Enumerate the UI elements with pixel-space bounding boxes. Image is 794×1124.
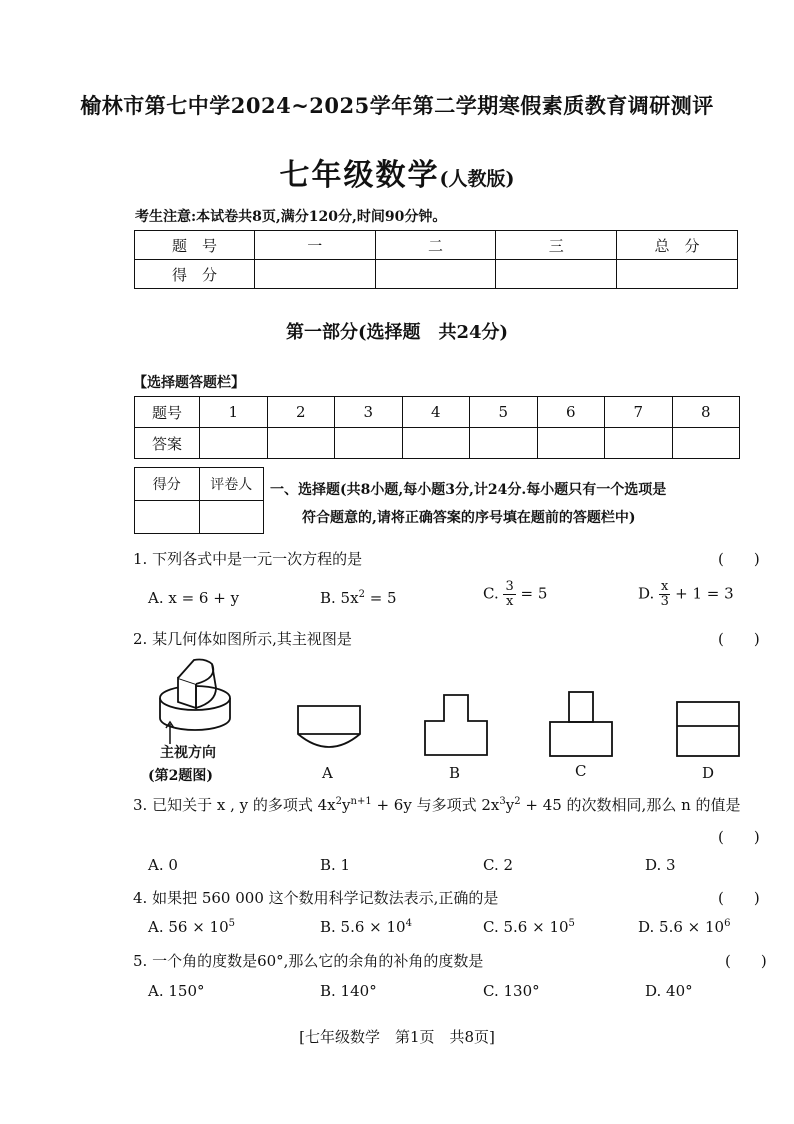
question-5-answer-paren[interactable]: ( ) [725, 952, 767, 970]
question-1-option-d [638, 580, 734, 609]
section-instructions [270, 476, 750, 532]
question-5-option-c: C. 130° [483, 982, 540, 1000]
option-text: B. 5x [320, 589, 359, 607]
answer-input-cell[interactable] [200, 428, 268, 459]
stem-text: y [342, 796, 351, 814]
answer-sheet-label: 【选择题答题栏】 [133, 375, 245, 391]
score-table-cell: 题 号 [135, 231, 255, 260]
exponent: 6 [724, 918, 731, 929]
question-1-option-a: A. x = 6 + y [148, 589, 240, 607]
part-title: 第一部分(选择题 共24分) [285, 322, 509, 343]
question-1-answer-paren[interactable]: ( ) [718, 550, 760, 568]
option-c-label: C [575, 762, 587, 780]
figure-caption: (第2题图) [148, 768, 213, 784]
question-4-option-d [638, 918, 730, 936]
score-input-cell[interactable] [496, 260, 617, 289]
question-number-cell: 6 [537, 397, 605, 428]
school-title: 榆林市第七中学2024~2025学年第二学期寒假素质教育调研测评 [80, 93, 714, 118]
answer-input-cell[interactable] [537, 428, 605, 459]
answer-input-cell[interactable] [470, 428, 538, 459]
question-number-cell: 2 [267, 397, 335, 428]
denominator: x [505, 594, 514, 609]
option-c-figure[interactable] [548, 690, 614, 758]
option-a-label: A [322, 764, 333, 782]
exponent: 5 [228, 918, 236, 929]
question-2-answer-paren[interactable]: ( ) [718, 630, 760, 648]
answer-table-answer-row [135, 428, 740, 459]
exam-title: 七年级数学 [279, 158, 440, 193]
option-d-label: D [702, 764, 715, 782]
grade-box [134, 467, 264, 534]
page-footer: [七年级数学 第1页 共8页] [299, 1028, 495, 1046]
score-input-cell[interactable] [617, 260, 738, 289]
section-title: 一、选择题(共8小题,每小题3分,计24分.每小题只有一个选项是 [270, 482, 667, 498]
exponent: 2 [514, 796, 521, 807]
grade-grader-cell[interactable] [199, 501, 264, 534]
question-1-stem: 1. 下列各式中是一元一次方程的是 [133, 550, 363, 568]
exam-edition: (人教版) [439, 168, 515, 190]
score-table-cell: 总 分 [617, 231, 738, 260]
question-5-option-b: B. 140° [320, 982, 377, 1000]
answer-table [134, 396, 740, 459]
question-number-cell: 5 [470, 397, 538, 428]
score-table-cell: 得 分 [135, 260, 255, 289]
question-3-stem [133, 794, 741, 815]
option-d-figure[interactable] [675, 700, 741, 758]
grade-box-score-label: 得分 [135, 468, 200, 501]
question-4-stem: 4. 如果把 560 000 这个数用科学记数法表示,正确的是 [133, 889, 499, 907]
view-direction-label: 主视方向 [160, 745, 216, 761]
option-text: B. 5.6 × 10 [320, 918, 406, 936]
candidate-notice: 考生注意:本试卷共8页,满分120分,时间90分钟。 [135, 209, 447, 225]
score-table-cell: 二 [375, 231, 496, 260]
answer-input-cell[interactable] [402, 428, 470, 459]
exponent: 5 [568, 918, 575, 929]
stem-text: + 6y 与多项式 2x [371, 796, 500, 814]
question-number-cell: 7 [605, 397, 673, 428]
answer-table-header: 题号 [135, 397, 200, 428]
grade-box-header-row [135, 468, 264, 501]
exponent: 2 [335, 796, 343, 807]
option-text: C. [483, 584, 504, 603]
score-table-cell: 一 [254, 231, 375, 260]
exponent: 3 [499, 796, 506, 807]
option-b-label: B [449, 764, 461, 782]
question-4-option-a [148, 918, 235, 936]
score-table-header-row [135, 231, 738, 260]
option-a-figure[interactable] [296, 704, 362, 756]
question-3-option-d: D. 3 [645, 856, 676, 874]
numerator: x [661, 579, 669, 594]
question-1-option-c [483, 580, 547, 609]
option-text: D. [638, 584, 660, 603]
stem-text: 3. 已知关于 x , y 的多项式 4x [133, 796, 336, 814]
score-input-cell[interactable] [254, 260, 375, 289]
question-1-option-b [320, 589, 397, 607]
exam-title-block [0, 150, 794, 194]
option-text: A. 56 × 10 [148, 918, 229, 936]
option-text: C. 5.6 × 10 [483, 918, 569, 936]
stem-text: y [505, 796, 515, 814]
question-3-option-a: A. 0 [148, 856, 178, 874]
answer-table-header: 答案 [135, 428, 200, 459]
question-4-option-b [320, 918, 412, 936]
answer-input-cell[interactable] [605, 428, 673, 459]
stem-text: + 45 的次数相同,那么 n 的值是 [520, 796, 741, 814]
section-title-line2: 符合题意的,请将正确答案的序号填在题前的答题栏中) [302, 510, 636, 526]
denominator: 3 [660, 594, 669, 609]
question-number-cell: 1 [200, 397, 268, 428]
question-number-cell: 8 [672, 397, 740, 428]
option-text: D. 5.6 × 10 [638, 918, 725, 936]
option-b-figure[interactable] [423, 693, 489, 757]
question-3-option-b: B. 1 [320, 856, 351, 874]
solid-figure-diagram [150, 656, 240, 746]
grade-box-grader-label: 评卷人 [199, 468, 264, 501]
score-input-cell[interactable] [375, 260, 496, 289]
fraction [659, 580, 670, 609]
question-number-cell: 4 [402, 397, 470, 428]
question-number-cell: 3 [335, 397, 403, 428]
numerator: 3 [505, 579, 514, 594]
question-4-answer-paren[interactable]: ( ) [718, 889, 760, 907]
question-3-answer-paren[interactable]: ( ) [718, 828, 760, 846]
question-5-option-d: D. 40° [645, 982, 693, 1000]
score-table-cell: 三 [496, 231, 617, 260]
answer-input-cell[interactable] [267, 428, 335, 459]
exponent: 2 [358, 589, 365, 600]
option-text: = 5 [515, 584, 548, 603]
grade-box-input-row [135, 501, 264, 534]
question-5-stem: 5. 一个角的度数是60°,那么它的余角的补角的度数是 [133, 952, 484, 970]
answer-table-number-row [135, 397, 740, 428]
question-3-option-c: C. 2 [483, 856, 514, 874]
grade-score-cell[interactable] [135, 501, 200, 534]
score-table-score-row [135, 260, 738, 289]
question-5-option-a: A. 150° [148, 982, 205, 1000]
exponent: 4 [405, 918, 412, 929]
fraction [503, 580, 515, 609]
option-text: + 1 = 3 [670, 584, 734, 603]
answer-input-cell[interactable] [672, 428, 740, 459]
score-table [134, 230, 738, 289]
exponent: n+1 [350, 796, 372, 807]
answer-input-cell[interactable] [335, 428, 403, 459]
option-text: = 5 [364, 589, 397, 607]
question-4-option-c [483, 918, 575, 936]
question-2-stem: 2. 某几何体如图所示,其主视图是 [133, 630, 352, 648]
